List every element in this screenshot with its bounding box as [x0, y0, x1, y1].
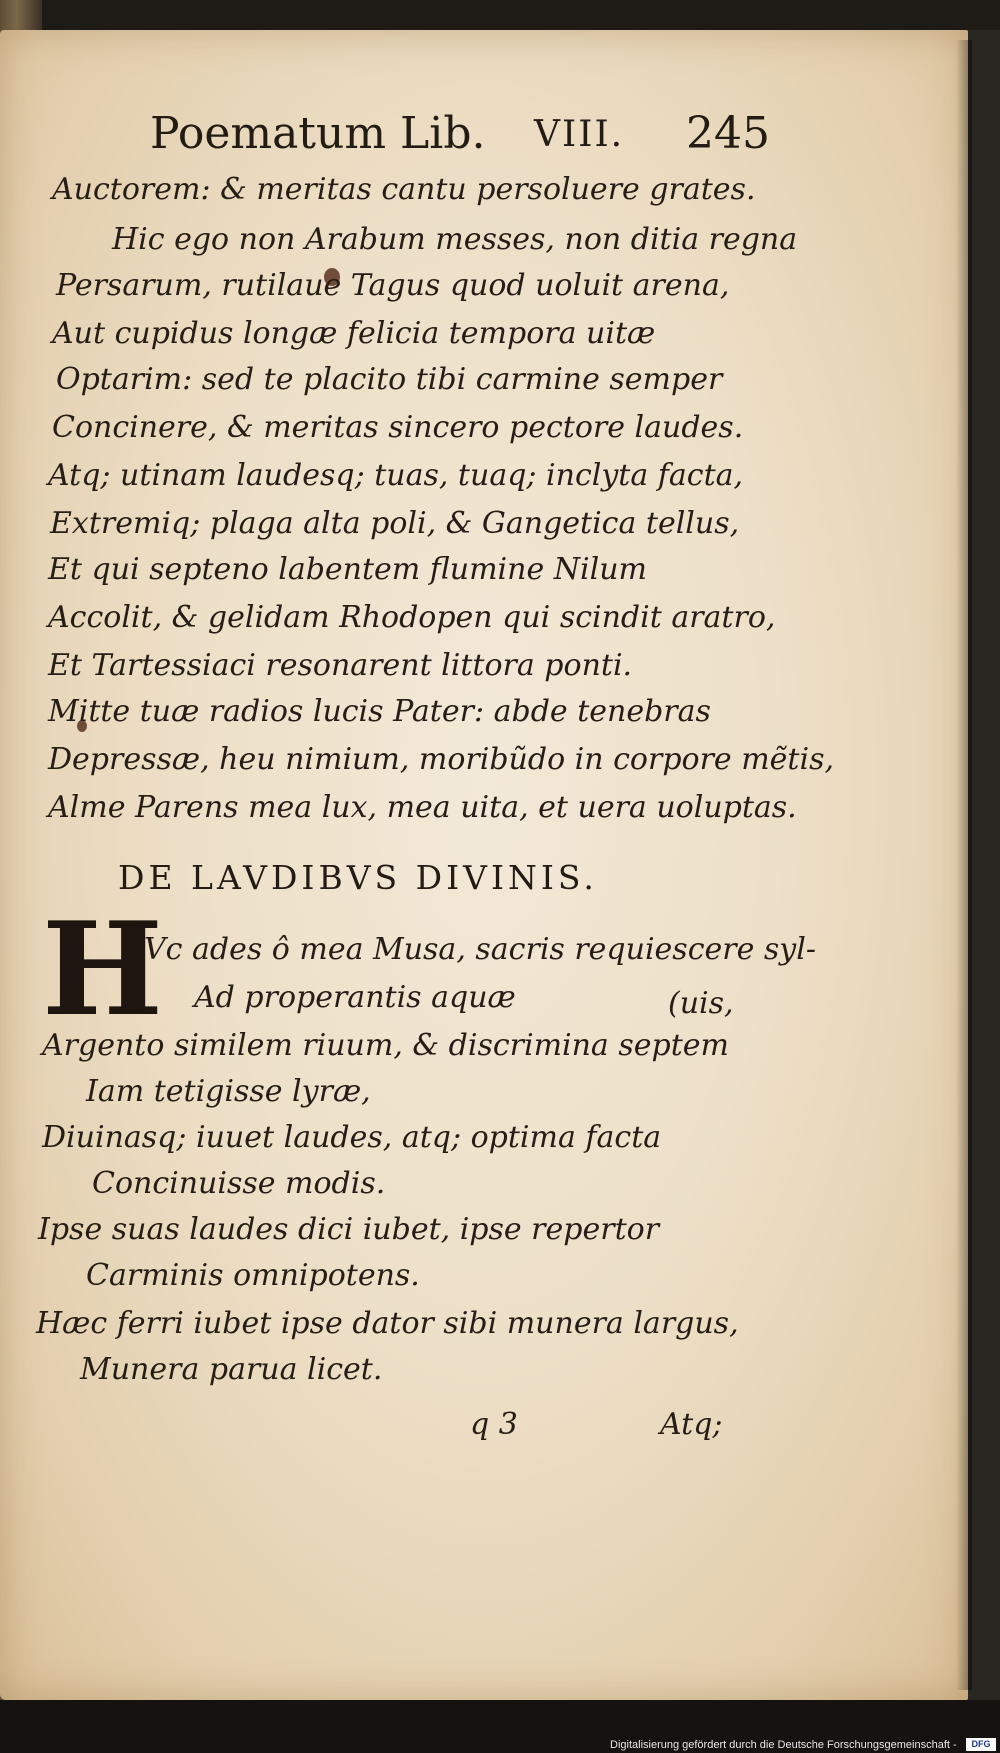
verse-line: Persarum, rutilaue Tagus quod uoluit arena,	[56, 268, 730, 303]
running-head-title: Poematum Lib.	[150, 108, 486, 159]
running-head	[150, 108, 770, 168]
verse-line: Et Tartessiaci resonarent littora ponti.	[48, 648, 633, 683]
verse-line: Hæc ferri iubet ipse dator sibi munera largus,	[36, 1306, 739, 1341]
page-number: 245	[686, 108, 770, 159]
verse-line: Et qui septeno labentem flumine Nilum	[48, 552, 647, 587]
verse-line: Optarim: sed te placito tibi carmine semper	[56, 362, 723, 397]
verse-line: Munera parua licet.	[80, 1352, 383, 1387]
verse-line: Argento similem riuum, & discrimina septem	[42, 1028, 729, 1063]
verse-line: Ipse suas laudes dici iubet, ipse repertor	[38, 1212, 660, 1247]
verse-line: (uis,	[668, 986, 734, 1021]
verse-line: Vc ades ô mea Musa, sacris requiescere syl-	[144, 932, 816, 967]
verse-line: Atq; utinam laudesq; tuas, tuaq; inclyta facta,	[48, 458, 744, 493]
page-shadow	[956, 40, 972, 1690]
verse-line: Hic ego non Arabum messes, non ditia regna	[112, 222, 798, 257]
verse-line: Mitte tuæ radios lucis Pater: abde tenebras	[48, 694, 711, 729]
verse-line: Depressæ, heu nimium, moribũdo in corpore mẽtis,	[48, 742, 835, 777]
digitization-credit: Digitalisierung gefördert durch die Deutsche Forschungsgemeinschaft -	[610, 1739, 957, 1751]
verse-line: Alme Parens mea lux, mea uita, et uera uoluptas.	[48, 790, 797, 825]
verse-line: Extremiq; plaga alta poli, & Gangetica tellus,	[50, 506, 740, 541]
section-heading: DE LAVDIBVS DIVINIS.	[118, 858, 598, 897]
verse-line: Accolit, & gelidam Rhodopen qui scindit aratro,	[48, 600, 776, 635]
dfg-logo: DFG	[966, 1738, 996, 1751]
verse-line: Aut cupidus longæ felicia tempora uitæ	[52, 316, 656, 351]
verse-line: Concinuisse modis.	[92, 1166, 386, 1201]
verse-line: Iam tetigisse lyræ,	[86, 1074, 371, 1109]
catchword: Atq;	[660, 1407, 723, 1442]
verse-line: Carminis omnipotens.	[86, 1258, 420, 1293]
scan-top-border	[0, 0, 1000, 30]
verse-line: Diuinasq; iuuet laudes, atq; optima facta	[42, 1120, 662, 1155]
drop-capital: H	[42, 895, 163, 1045]
verse-line: Auctorem: & meritas cantu persoluere grates.	[52, 172, 756, 207]
verse-line: Concinere, & meritas sincero pectore laudes.	[52, 410, 744, 445]
signature-mark: q 3	[470, 1407, 518, 1442]
running-head-book: VIII.	[534, 114, 625, 155]
verse-line: Ad properantis aquæ	[194, 980, 516, 1015]
